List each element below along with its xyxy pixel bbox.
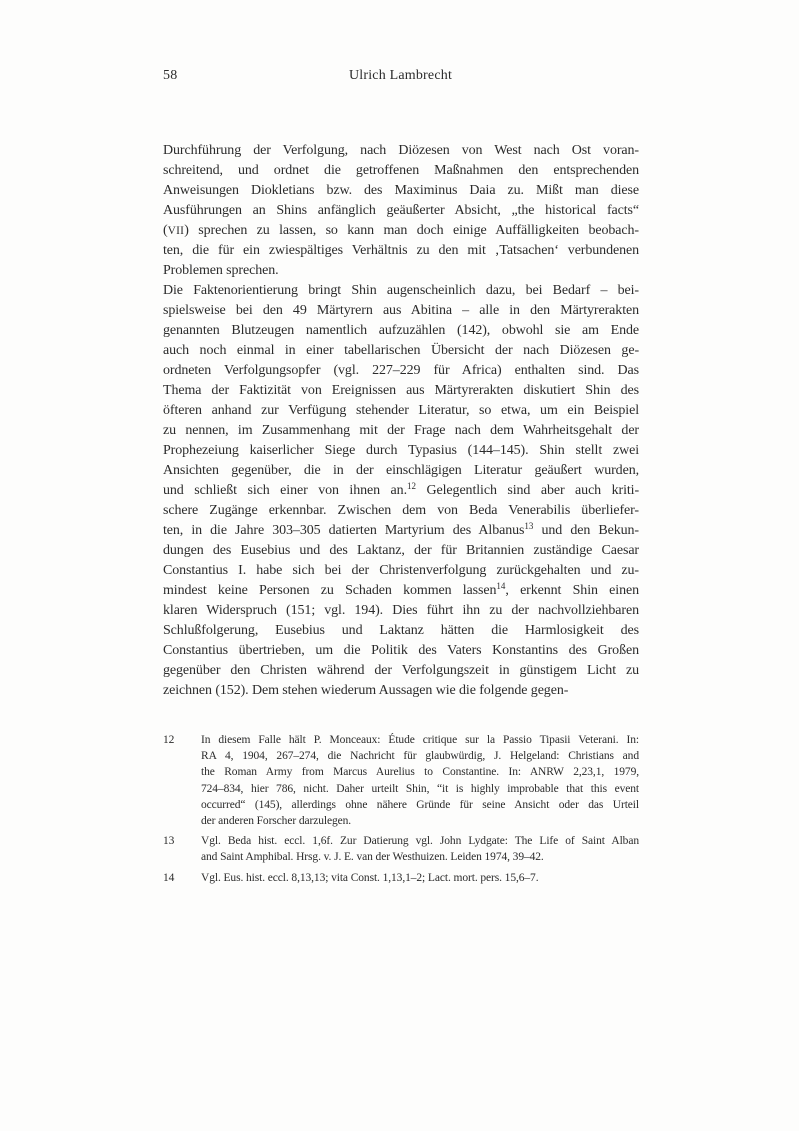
- text-line: zu nennen, im Zusammenhang mit der Frage nach dem Wahrheitsgehalt der: [163, 423, 639, 438]
- text-line: mindest keine Personen zu Schaden kommen lassen$^{14}$, erkennt Shin einen: [163, 581, 639, 598]
- footnote-item: [163, 833, 639, 865]
- body-text: [163, 141, 639, 701]
- footnote-text: [201, 870, 639, 886]
- text-line: Constantius I. habe sich bei der Christenverfolgung zurückgehalten und zu-: [163, 563, 639, 578]
- footnotes-section: [163, 732, 639, 890]
- text-line: Anweisungen Diokletians bzw. des Maximinus Daia zu. Mißt man diese: [163, 183, 639, 198]
- text-line: and Saint Amphibal. Hrsg. v. J. E. van der Westhuizen. Leiden 1974, 39–42.: [201, 851, 544, 864]
- footnote-item: [163, 732, 639, 829]
- text-line: Ausführungen an Shins anfänglich geäußerter Absicht, „the historical facts“: [163, 203, 639, 218]
- footnote-ref: 14: [496, 581, 506, 591]
- text-line: zeichnen (152). Dem stehen wiederum Aussagen wie die folgende gegen-: [163, 683, 569, 698]
- running-header: [163, 68, 638, 88]
- text-line: 724–834, hier 786, nicht. Daher urteilt Shin, “it is highly improbable that this event: [201, 782, 639, 795]
- small-caps-text: VII: [167, 225, 185, 237]
- text-line: occurred“ (145), allerdings ohne nähere Gründe für seine Ansicht oder das Urteil: [201, 798, 639, 811]
- text-line: dungen des Eusebius und des Laktanz, der für Britannien zuständige Caesar: [163, 543, 639, 558]
- text-line: Schlußfolgerung, Eusebius und Laktanz hätten die Harmlosigkeit des: [163, 623, 639, 638]
- footnote-ref: 12: [406, 481, 416, 491]
- text-line: the Roman Army from Marcus Aurelius to Constantine. In: ANRW 2,23,1, 1979,: [201, 766, 639, 779]
- text-line: ordneten Verfolgungsopfer (vgl. 227–229 für Africa) enthalten sind. Das: [163, 363, 639, 378]
- text-line: Die Faktenorientierung bringt Shin augenscheinlich dazu, bei Bedarf – bei-: [163, 283, 639, 298]
- text-line: In diesem Falle hält P. Monceaux: Étude critique sur la Passio Tipasii Veterani. In:: [201, 734, 639, 746]
- text-line: (VII) sprechen zu lassen, so kann man doch einige Auffälligkeiten beobach-: [163, 223, 639, 238]
- text-line: auch noch einmal in einer tabellarischen Übersicht der nach Diözesen ge-: [163, 343, 639, 358]
- text-line: klaren Widerspruch (151; vgl. 194). Dies führt ihn zu der nachvollziehbaren: [163, 603, 639, 618]
- text-line: Prophezeiung kaiserlicher Siege durch Typasius (144–145). Shin stellt zwei: [163, 443, 639, 458]
- text-line: Constantius übertrieben, um die Politik des Vaters Konstantins des Großen: [163, 643, 639, 658]
- text-line: ten, die für ein zwiespältiges Verhältnis zu den mit ‚Tatsachen‘ verbundenen: [163, 243, 639, 258]
- text-line: Durchführung der Verfolgung, nach Diözesen von West nach Ost voran-: [163, 143, 639, 158]
- text-line: öfteren anhand zur Verfügung stehender Literatur, so etwa, um ein Beispiel: [163, 403, 639, 418]
- footnote-text: [201, 732, 639, 829]
- text-line: schere Zugänge erkennbar. Zwischen dem von Beda Venerabilis überliefer-: [163, 503, 639, 518]
- text-line: gegenüber den Christen während der Verfolgungszeit in günstigem Licht zu: [163, 663, 639, 678]
- footnote-number: 13: [163, 835, 175, 848]
- text-line: und schließt sich einer von ihnen an.$^{12}$ Gelegentlich sind aber auch kriti-: [163, 481, 640, 498]
- footnote-item: [163, 870, 639, 886]
- footnote-text: [201, 833, 639, 865]
- text-line: spielsweise bei den 49 Märtyrern aus Abitina – alle in den Märtyrerakten: [163, 303, 639, 318]
- page-number: 58: [163, 68, 178, 83]
- text-line: RA 4, 1904, 267–274, die Nachricht für glaubwürdig, J. Helgeland: Christians and: [201, 750, 639, 763]
- text-line: genannten Blutzeugen namentlich aufzuzählen (142), obwohl sie am Ende: [163, 323, 639, 338]
- text-line: Vgl. Eus. hist. eccl. 8,13,13; vita Const. 1,13,1–2; Lact. mort. pers. 15,6–7.: [201, 871, 539, 884]
- text-line: Thema der Faktizität von Ereignissen aus Märtyrerakten diskutiert Shin des: [163, 383, 639, 398]
- running-header-author: Ulrich Lambrecht: [348, 68, 453, 83]
- paragraph: [163, 141, 639, 281]
- text-line: Problemen sprechen.: [163, 263, 279, 278]
- paragraph: [163, 281, 639, 701]
- footnote-number: 14: [163, 871, 175, 884]
- text-line: Vgl. Beda hist. eccl. 1,6f. Zur Datierung vgl. John Lydgate: The Life of Saint Alban: [201, 835, 639, 848]
- text-line: Ansichten gegenüber, die in der einschlägigen Literatur geäußert wurden,: [163, 463, 639, 478]
- text-line: ten, in die Jahre 303–305 datierten Martyrium des Albanus$^{13}$ und den Bekun-: [163, 521, 639, 538]
- text-line: schreitend, und ordnet die getroffenen Maßnahmen den entsprechenden: [163, 163, 639, 178]
- footnote-ref: 13: [524, 521, 534, 531]
- text-line: der anderen Forscher darzulegen.: [201, 815, 352, 828]
- footnote-number: 12: [163, 734, 175, 746]
